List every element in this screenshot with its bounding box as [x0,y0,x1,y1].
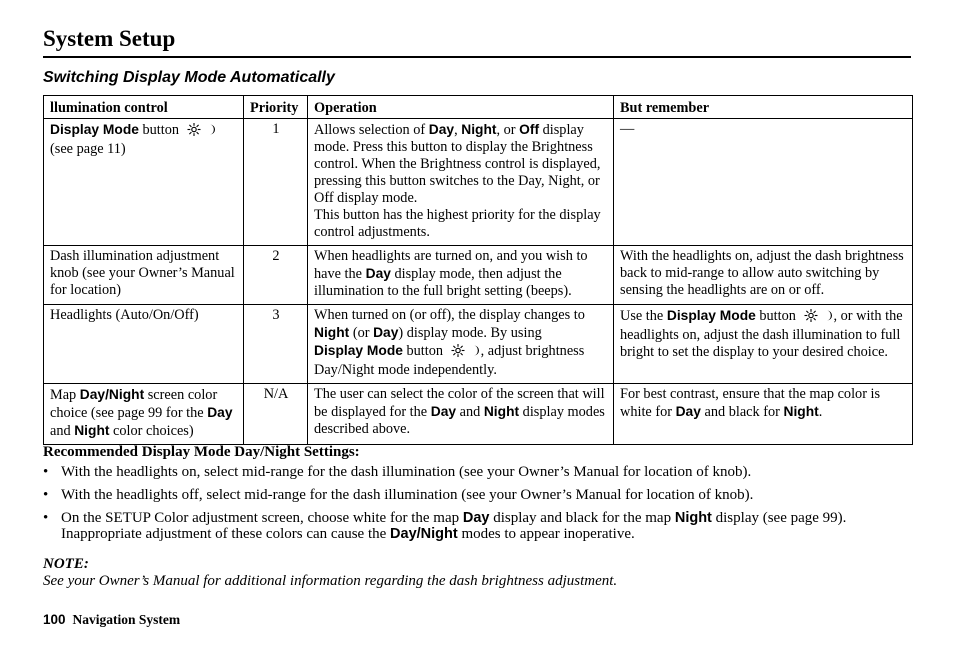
note-text: See your Owner’s Manual for additional information regarding the dash brightness adjustment. [43,573,618,589]
remember-cell: — [614,119,913,246]
table-row [44,246,913,305]
illumination-table [43,95,913,445]
list-item: • On the SETUP Color adjustment screen, choose white for the map Day display and black for the map Night display (see page 99). Inappropriate adjustment of these colors can cause the Day/Night modes to appear inoperative. [43,510,911,542]
sun-moon-icon [451,344,481,362]
priority-cell: 3 [244,305,308,384]
page-title: System Setup [43,26,176,51]
table-row [44,119,913,246]
table-header-row [44,96,913,119]
recommended-heading: Recommended Display Mode Day/Night Settings: [43,444,360,460]
display-mode-term: Display Mode [50,122,139,137]
control-cell: Headlights (Auto/On/Off) [44,305,244,384]
section-heading: Switching Display Mode Automatically [43,69,335,86]
header-illumination-control: llumination control [44,96,244,119]
operation-cell: The user can select the color of the screen that will be displayed for the Day and Night display modes described above. [308,384,614,445]
table-row [44,384,913,445]
title-rule [43,56,911,58]
recommended-list [43,464,911,549]
priority-cell: 2 [244,246,308,305]
priority-cell: 1 [244,119,308,246]
list-item: • With the headlights on, select mid-range for the dash illumination (see your Owner’s Manual for location of knob). [43,464,911,480]
control-cell: Display Mode button (see page 11) [44,119,244,246]
header-but-remember: But remember [614,96,913,119]
sun-moon-icon [187,123,217,141]
table-row [44,305,913,384]
header-priority: Priority [244,96,308,119]
remember-cell: With the headlights on, adjust the dash brightness back to mid-range to allow auto switching by sensing the headlights are on or off. [614,246,913,305]
note-label: NOTE: [43,556,89,572]
control-cell: Map Day/Night screen color choice (see page 99 for the Day and Night color choices) [44,384,244,445]
remember-cell: For best contrast, ensure that the map color is white for Day and black for Night. [614,384,913,445]
operation-cell: When headlights are turned on, and you wish to have the Day display mode, then adjust the illumination to the full bright setting (beeps). [308,246,614,305]
remember-cell: Use the Display Mode button , or with the headlights on, adjust the dash illumination to full bright to set the display to your desired choice. [614,305,913,384]
control-cell: Dash illumination adjustment knob (see your Owner’s Manual for location) [44,246,244,305]
page-number: 100 [43,612,66,627]
list-item: • With the headlights off, select mid-range for the dash illumination (see your Owner’s Manual for location of knob). [43,487,911,503]
control-page-ref: (see page 11) [50,141,126,157]
operation-cell: Allows selection of Day, Night, or Off display mode. Press this button to display the Brightness control. When the Brightness control is displayed, pressing this button switches to the Day, Night, or Off display mode. This button has the highest priority for the display control adjustments. [308,119,614,246]
header-operation: Operation [308,96,614,119]
priority-cell: N/A [244,384,308,445]
operation-cell: When turned on (or off), the display changes to Night (or Day) display mode. By using Display Mode button , adjust brightness Day/Night mode independently. [308,305,614,384]
sun-moon-icon [804,309,834,327]
footer-label: Navigation System [72,612,181,627]
page-footer [43,611,180,629]
